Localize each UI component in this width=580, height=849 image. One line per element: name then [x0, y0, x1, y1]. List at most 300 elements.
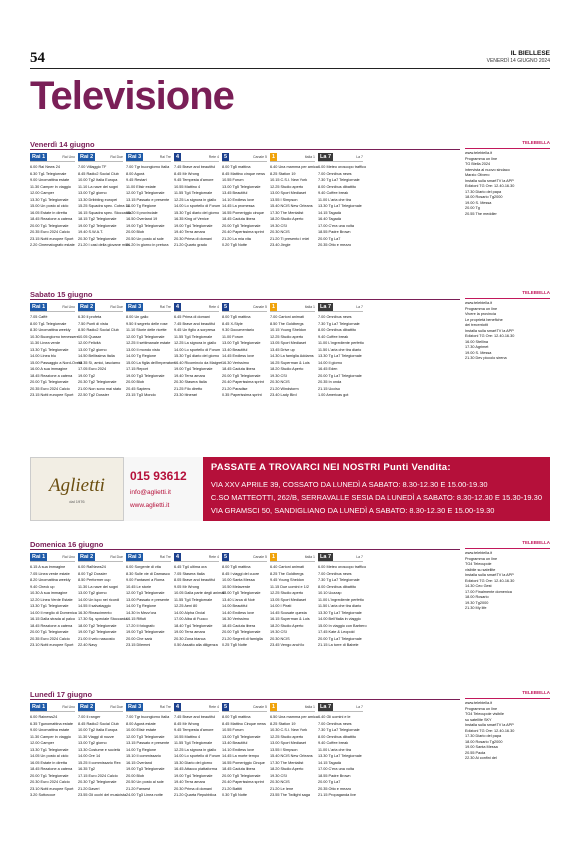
program-listing: 11.50 L'aria che tira diario	[318, 347, 362, 352]
program-listing: 16.15 Rifiuti	[126, 617, 147, 621]
channel-name: Rai Due	[110, 155, 123, 159]
local-channel-line: Installa sulla smartTV la APP	[465, 573, 514, 577]
program-listing: 16.50 Overland 19	[126, 217, 158, 221]
channel-name: Rai Uno	[62, 305, 75, 309]
program-listing: 20.00 Blob	[126, 230, 145, 234]
program-listing: 20.30 Tg2 Telegiornale	[78, 780, 117, 784]
program-listing: 12.25 Studio aperto	[270, 184, 304, 189]
program-listing: 1.00 Americas got	[318, 393, 349, 397]
program-listing: 9.40 Coffee break	[318, 334, 349, 339]
program-listing: 14.00 Linea blu	[30, 354, 56, 358]
program-listing: 8.45 Radio2 Social Club	[78, 721, 119, 726]
program-listing: 16.40 Tagadà	[318, 217, 341, 221]
program-listing: 16.05 Estate in diretta	[30, 760, 67, 765]
program-listing: 14.00 Tg Regione	[126, 204, 157, 208]
program-listing: 11.55 Tg4 Telegiornale	[174, 741, 213, 745]
program-listing: 8.45 Radio2 Social Club	[78, 171, 119, 176]
program-listing: 15.30 Tg4 diario del giorno	[174, 354, 220, 358]
program-listing: 17.30 The Mentalist	[270, 210, 304, 215]
program-listing: 16.45 Eden	[318, 367, 338, 371]
program-listing: 15.40 NCIS New Orleans	[270, 754, 313, 758]
channel-name: Rai Due	[110, 705, 123, 709]
program-listing: 15.00 La figlia dell'imperatore	[126, 360, 176, 365]
program-listing: 8.00 Omnibus dibattito	[318, 734, 356, 739]
program-listing: 11.00 Forum	[222, 334, 244, 339]
channel-logo: Rai 2	[80, 554, 94, 560]
channel-column	[174, 153, 219, 249]
program-listing: 7.00 Il ranger	[78, 715, 101, 719]
channel-name: La 7	[356, 705, 363, 709]
channel-header	[174, 153, 219, 162]
channel-logo: Rai 3	[128, 154, 142, 160]
program-listing: 17.05 Euro 2024	[78, 367, 107, 371]
program-listing: 7.00 Tgr buongiorno Italia	[126, 165, 170, 169]
channel-logo: Rai 3	[128, 554, 142, 560]
channel-logo: Rai 1	[32, 304, 46, 310]
channel-name: Canale 5	[252, 555, 267, 559]
program-listing: 14.10 Endless love	[222, 747, 255, 752]
channel-column	[30, 703, 75, 799]
program-listing: 8.00 Tg5 mattina	[222, 165, 251, 169]
program-listing: 13.30 Tg La7 Telegiornale	[318, 754, 362, 758]
local-channel-line: 17.30 Diario del papa	[465, 189, 502, 194]
day-schedule	[30, 290, 460, 399]
program-listing: 18.40 Tg4 Telegiornale	[174, 623, 213, 628]
program-listing: 21.20 Battiti	[222, 786, 243, 791]
program-listing: 16.55 Pomeriggio cinque	[222, 210, 265, 215]
program-listing: 20.30 NCIS	[270, 380, 290, 384]
program-listing: 23.45 Vengo anch'io	[270, 643, 305, 647]
program-listing: 12.25 Studio aperto	[270, 734, 304, 739]
program-listing: 13.00 Tg2 giorno	[78, 591, 107, 595]
program-listing: 20.30 NCIS	[270, 230, 290, 234]
program-listing: 14.15 Tagadà	[318, 210, 341, 215]
program-listing: 17.00 C'era una volta	[318, 767, 354, 771]
program-listing: 11.10 La nave dei sogni	[78, 184, 119, 189]
program-listing: 8.45 I viaggi del cuore	[222, 571, 260, 576]
program-listing: 13.05 Sport Mediaset	[270, 341, 307, 345]
program-listing: 21.20 Farwest	[126, 786, 151, 791]
program-listing: 20.30 Zona bianca	[174, 636, 206, 641]
program-listing: 13.30 Costume e società	[78, 747, 121, 752]
program-listing: 13.00 Passato e presente	[126, 597, 170, 602]
program-listing: 9.45 Young Sheldon	[270, 578, 304, 582]
channel-logo: 1	[272, 554, 276, 560]
channel-logo: 4	[176, 154, 180, 160]
program-listing: 20.00 Tg La7 Telegiornale	[318, 636, 362, 641]
ad-logo-sub: dal 1976	[69, 498, 85, 504]
channel-column	[270, 303, 315, 399]
program-listing: 13.30 Tg1 Telegiornale	[30, 347, 69, 352]
local-channel-title: TELEBIELLA	[465, 140, 550, 149]
channel-column	[30, 303, 82, 399]
program-listing: 0.50 Assalto alla diligenza	[174, 643, 218, 647]
program-listing: 7.50 Punti di vista	[78, 321, 108, 326]
program-listing: 21.20 La mia vita	[222, 236, 251, 241]
program-listing: 23.10 Notti europee Sport	[30, 786, 74, 791]
program-listing: 13.00 Sport Mediaset	[270, 191, 307, 195]
channel-logo: 4	[176, 554, 180, 560]
program-listing: 9.50 Il segreto delle rose	[126, 321, 168, 326]
channel-header	[78, 703, 123, 712]
program-listing: 8.50 Radio2 Social Club	[78, 328, 119, 332]
local-channel-line: www.telebiella.it	[465, 151, 493, 155]
local-channel-line: Edizioni TG Ore: 12.40-16.30	[465, 184, 515, 188]
channel-logo: La 7	[320, 154, 332, 160]
program-listing: 8.00 Tg1 Telegiornale	[30, 321, 67, 326]
program-listing: 8.00 Agorà	[126, 171, 145, 176]
program-listing: 19.40 Terra amara	[174, 373, 205, 378]
program-listing: 14.00 Lo sportello di Forum	[174, 754, 221, 758]
program-listing: 7.00 Villaggio TF	[78, 165, 107, 169]
program-listing: 11.00 L'aria che tira	[318, 197, 351, 202]
local-channel-line: 21.30 Dev piccolo sirena	[465, 356, 507, 360]
channel-header	[30, 153, 75, 162]
local-channel-line: 17.00 Finalmente domenica	[465, 589, 512, 594]
program-listing: 16.00 A sua immagine	[30, 367, 68, 371]
channel-logo: Rai 2	[80, 704, 94, 710]
program-listing: 17.00 C'era una volta	[318, 223, 354, 228]
program-listing: 10.15 C.S.I. New York	[270, 178, 308, 182]
channel-header	[174, 553, 219, 562]
program-listing: 16.35 King of Venice	[174, 217, 209, 221]
program-listing: 13.00 Tg5 Telegiornale	[222, 341, 261, 345]
program-listing: 21.20 Le Iene	[270, 786, 294, 791]
program-listing: 21.25 Filo diretto	[174, 386, 203, 391]
program-listing: 20.00 Tg La7	[318, 780, 341, 784]
program-listing: 8.00 Tg5 mattina	[222, 715, 251, 719]
channel-header	[222, 303, 267, 312]
program-listing: 13.05 Sport Mediaset	[270, 597, 307, 602]
program-listing: 10.15 Young Sheldon	[270, 328, 307, 332]
channel-name: Italia 1	[304, 305, 315, 309]
program-listing: 11.55 Tg4 Telegiornale	[174, 191, 213, 195]
ad-email: info@aglietti.it	[129, 489, 171, 496]
program-listing: 23.15 Notti europee Sport	[30, 393, 74, 397]
ad-phone: 015 93612	[129, 469, 187, 483]
channel-header	[270, 553, 315, 562]
channel-logo: Rai 1	[32, 154, 46, 160]
program-listing: 21.15 Ucciso	[318, 386, 340, 391]
program-listing: 6.00 Sorgente di vita	[126, 565, 161, 569]
program-listing: 8.25 Station 19	[270, 721, 296, 726]
ad-contacts	[124, 457, 203, 521]
local-channel-line: www.telebiella.it	[465, 301, 493, 305]
program-listing: 20.30 NCIS	[270, 780, 290, 784]
channel-column	[174, 553, 226, 649]
program-listing: 10.00 Elisir estate	[126, 728, 157, 732]
program-listing: 6.15 A sua immagine	[30, 565, 66, 569]
program-listing: 13.30 Tg1 Telegiornale	[30, 197, 69, 202]
program-listing: 11.15 Due uomini e 1/2	[270, 584, 309, 589]
program-listing: 18.45 Reazione a catena	[30, 373, 73, 378]
local-channel-line: 18.00 Rosario Tg2000	[465, 195, 503, 199]
program-listing: 10.55 Mattino 4	[174, 184, 201, 189]
local-channel-line: TG4 Telecupole visibile	[465, 712, 504, 716]
local-channel-line: 19.00 S. Messa	[465, 200, 492, 205]
program-listing: 14.30 La famiglia Addams	[270, 354, 314, 358]
channel-name: Rete 4	[208, 305, 219, 309]
ad-location-line: VIA XXV APRILE 39, COSSATO DA LUNEDÌ A SABATO: 8.30-12.30 E 15.00-19.30	[210, 480, 488, 489]
channel-column	[174, 703, 219, 799]
channel-header	[222, 553, 267, 562]
channel-column	[30, 153, 75, 249]
local-channel-line: Programma on line	[465, 556, 498, 561]
program-listing: 13.45 Beautiful	[222, 191, 248, 195]
program-listing: 13.40 Beautiful	[222, 347, 248, 352]
program-listing: 10.05 Dalla parte degli animali	[174, 591, 226, 595]
program-listing: 11.00 L'ingrediente perfetto	[318, 597, 364, 602]
day-schedule	[30, 690, 460, 799]
program-listing: 17.00 Alba di Fuoco	[174, 617, 208, 621]
channel-header	[30, 703, 75, 712]
program-listing: 18.15 Tg2 Telegiornale	[78, 217, 117, 221]
program-listing: 20.30 Tg2 Telegiornale	[78, 380, 117, 384]
channel-logo: 5	[224, 554, 228, 560]
program-listing: 19.40 Terra amara	[174, 780, 205, 784]
channel-logo: 5	[224, 154, 228, 160]
program-listing: 12.00 Tg3 Telegiornale	[126, 734, 165, 739]
channel-name: Rai Tre	[159, 155, 171, 159]
program-listing: 14.00 Bell'Italia in viaggio	[318, 617, 361, 621]
program-listing: 20.40 Paperissima sprint	[222, 780, 264, 784]
channel-name: Italia 1	[304, 555, 315, 559]
program-listing: 18.55 Padre Brown	[318, 773, 351, 778]
program-listing: 6.35 Tgunomattina estate	[30, 721, 73, 726]
channel-name: Rai Uno	[62, 705, 75, 709]
program-listing: 21.20 I casi della giovane miss	[78, 243, 130, 247]
program-listing: 6.40 Una mamma per amica	[270, 165, 318, 169]
program-listing: 20.30 NCIS	[270, 636, 290, 641]
local-channel-line: su satellite SKY	[465, 717, 492, 722]
program-listing: 19.00 Tg3 Telegiornale	[126, 767, 165, 771]
local-channel-title: TELEBIELLA	[465, 290, 550, 299]
local-channel-line: Edizioni TG Ore: 12.40-16.30	[465, 334, 515, 338]
program-listing: 9.00 Unomattina estate	[30, 728, 70, 732]
program-listing: 20.00 Blob	[126, 773, 145, 778]
local-channel-line: Vivere la provincia	[465, 312, 496, 316]
channel-name: Rete 4	[208, 155, 219, 159]
local-channel-title: TELEBIELLA	[465, 540, 550, 549]
local-channel-line: Programma on line	[465, 156, 498, 161]
channel-header	[126, 553, 171, 562]
channel-logo: 5	[224, 304, 228, 310]
local-channel-box	[465, 690, 550, 762]
channel-column	[126, 553, 171, 649]
program-listing: 7.05 Stasera Italia	[174, 571, 205, 576]
program-listing: 14.45 La morte tempo	[222, 754, 260, 758]
channel-column	[318, 703, 363, 799]
channel-logo: Rai 2	[80, 304, 94, 310]
channel-logo: Rai 2	[80, 154, 94, 160]
program-listing: 22.50 Tg2 Dossier	[78, 393, 109, 397]
channel-column	[78, 703, 127, 799]
program-listing: 22.40 Navy	[78, 643, 98, 647]
program-listing: 14.15 Tagadà	[318, 760, 341, 765]
program-listing: 6.40 Cartoni animati	[270, 565, 304, 569]
program-listing: 6.00 Meteo oroscopo traffico	[318, 165, 367, 169]
program-listing: 20.35 Euro 2024 Calcio	[30, 230, 70, 234]
program-listing: 14.50 Bellissima Italia	[78, 354, 115, 358]
channel-column	[270, 553, 315, 649]
program-listing: 11.30 Camper in viaggio	[30, 734, 71, 739]
program-listing: 10.00 Tg2 Italia Europa	[78, 728, 118, 732]
program-listing: 10.30 A sua immagine	[30, 591, 68, 595]
channel-logo: 1	[272, 304, 276, 310]
local-channel-line: 21.30 My life	[465, 606, 487, 610]
program-listing: 20.45 Sapiens	[126, 386, 151, 391]
program-listing: 18.55 Padre Brown	[318, 230, 351, 234]
page-header	[30, 50, 550, 66]
program-listing: 3.20 Sottovoce	[30, 793, 56, 797]
program-listing: 13.55 I Simpson	[270, 747, 298, 752]
channel-header	[174, 303, 219, 312]
local-channel-line: 19.00 S. Messa	[465, 350, 492, 355]
program-listing: 20.00 Che sarà	[126, 636, 152, 641]
program-listing: 10.05 Quasar	[78, 334, 102, 339]
program-listing: 12.25 La signora in giallo	[174, 197, 217, 202]
channel-column	[222, 153, 267, 249]
channel-column	[270, 703, 318, 799]
program-listing: 10.50 Melaverde	[222, 584, 251, 589]
program-listing: 7.00 Omnibus news	[318, 171, 352, 176]
program-listing: 21.20 In giorno in pretura	[126, 243, 169, 247]
program-listing: 19.30 CSI	[270, 773, 287, 778]
program-listing: 9.40 Coffee break	[318, 741, 349, 745]
channel-column	[78, 303, 123, 399]
local-channel-listing	[465, 151, 550, 217]
program-listing: 13.00 Tg2 giorno	[78, 347, 107, 352]
ad-web: www.aglietti.it	[129, 502, 170, 509]
program-listing: 15.10 Il commissario	[126, 754, 161, 758]
program-listing: 2.20 Cinematografo estate	[30, 243, 75, 247]
program-listing: 6.00 Rai News 24	[30, 165, 60, 169]
program-listing: 13.40 Beautiful	[222, 741, 248, 745]
program-listing: 20.00 Tg5 Telegiornale	[222, 223, 261, 228]
local-channel-line: www.telebiella.it	[465, 701, 493, 705]
program-listing: 10.55 Mattino 4	[174, 734, 201, 739]
local-channel-line: Installa sulla smartTV la APP	[465, 723, 514, 727]
program-listing: 11.55 Tg4 Telegiornale	[174, 597, 213, 602]
channel-name: Rai Due	[110, 305, 123, 309]
channel-header	[222, 153, 267, 162]
local-channel-line: Edizioni TG Ore: 12.40-16.30	[465, 728, 515, 733]
program-listing: 12.00 Tg3 Telegiornale	[126, 591, 165, 595]
program-listing: 11.00 Elisir estate	[126, 184, 156, 189]
program-listing: 16.15 Overland	[126, 760, 152, 765]
program-listing: 9.40 Coffee break	[318, 191, 349, 195]
program-listing: 8.00 Tg2 Dossier	[78, 571, 107, 576]
program-listing: 18.20 Studio Aperto	[270, 217, 304, 221]
ad-logo	[30, 457, 124, 521]
local-channel-line: 18.00 Rosario Tg2000	[465, 739, 503, 744]
program-listing: 16.45 Attacco piattaforma	[174, 767, 218, 771]
program-listing: 23.55 Gli occhi del musicista	[78, 793, 127, 797]
program-listing: 15.00 Un posto al ciclo	[30, 204, 69, 208]
program-listing: 8.45 Mr Wrong	[174, 721, 200, 726]
program-listing: 23.40 Lady Bird	[270, 393, 297, 397]
ad-locations	[203, 457, 550, 521]
program-listing: 18.45 Caduta libera	[222, 367, 256, 371]
program-listing: 14.00 Lo sportello di Forum	[174, 204, 221, 208]
program-listing: 19.00 Tg4 Telegiornale	[174, 223, 213, 228]
channel-column	[318, 303, 363, 399]
channel-header	[174, 703, 219, 712]
channel-header	[78, 303, 123, 312]
program-listing: 15.20 Il provinciale	[126, 210, 158, 215]
program-listing: 7.00 Omnibus news	[318, 721, 352, 726]
local-channel-line: 20.55 The meddler	[465, 211, 497, 216]
program-listing: 8.00 Omnibus dibattito	[318, 184, 356, 189]
channel-name: Rai Tre	[159, 305, 171, 309]
program-listing: 7.00 Cartoni animati	[270, 315, 304, 319]
program-listing: 14.45 Scusate questa	[270, 610, 307, 615]
program-listing: 20.30 Prima di domani	[174, 236, 212, 241]
program-listing: 14.00 Lo sportello di Forum	[174, 347, 221, 352]
program-listing: 14.05 Un posto al ciclo	[30, 754, 69, 758]
program-listing: 7.30 Tg La7 Telegiornale	[318, 578, 360, 582]
channel-header	[222, 703, 267, 712]
channel-logo: 5	[224, 704, 228, 710]
program-listing: 13.40 L'arca di Noè	[222, 597, 255, 602]
program-listing: 23.30 Itinerari	[174, 393, 198, 397]
channel-column	[126, 153, 171, 249]
program-listing: 18.20 Studio Aperto	[270, 767, 304, 771]
program-listing: 13.00 Tg2 giorno	[78, 191, 107, 195]
program-listing: 21.20 Daveri	[78, 786, 100, 791]
program-listing: 19.30 CSI	[270, 373, 287, 378]
program-listing: 8.00 Tg5 mattina	[222, 565, 251, 569]
program-listing: 12.25 La signora in giallo	[174, 341, 217, 345]
program-listing: 19.00 Tg2 Telegiornale	[78, 630, 117, 634]
local-channel-line: Installa sulla smartTV la APP	[465, 328, 514, 333]
program-listing: 8.00 Tg5 mattina	[222, 315, 251, 319]
program-listing: 9.45 Tempesta d'amore	[174, 178, 214, 182]
program-listing: 13.00 Il mondo visto	[126, 347, 160, 352]
program-listing: 12.25 La signora in giallo	[174, 747, 217, 752]
program-listing: 11.50 L'aria che tira diario	[318, 604, 362, 608]
program-listing: 7.00 Omnibus news	[318, 571, 352, 576]
local-channel-line: 20.00 Tg	[465, 206, 480, 210]
program-listing: 8.25 The Goldbergs	[270, 571, 304, 576]
program-listing: 17.30 The Mentalist	[270, 760, 304, 765]
program-listing: 20.50 Un posto al sole	[126, 780, 164, 784]
program-listing: 8.00 Un gallo	[126, 315, 149, 319]
program-listing: 9.00 Unomattina estate	[30, 178, 70, 182]
channel-column	[270, 153, 318, 249]
local-channel-line: Programma on line	[465, 706, 498, 711]
channel-name: Rai Tre	[159, 555, 171, 559]
local-channel-title: TELEBIELLA	[465, 690, 550, 699]
channel-header	[270, 303, 315, 312]
local-channel-line: 18.00 Rosario	[465, 595, 489, 599]
program-listing: 20.00 Tg1 Telegiornale	[30, 630, 69, 634]
channel-name: Canale 5	[252, 705, 267, 709]
program-listing: 23.15 Tg3 Mondo	[126, 393, 156, 397]
program-listing: 6.30 Tg1 Telegiornale	[30, 171, 67, 176]
program-listing: 20.00 Tg5 Telegiornale	[222, 773, 261, 778]
program-listing: 20.00 Blob	[126, 380, 145, 384]
program-listing: 6.00 Rainews24	[30, 715, 58, 719]
program-listing: 15.00 Passaggio a Nord-Ovest	[30, 360, 82, 365]
program-listing: 12.00 Tg3 Telegiornale	[126, 191, 165, 195]
channel-column	[78, 553, 128, 649]
program-listing: 10.00 Tg2 Italia Europa	[78, 178, 118, 182]
program-listing: 14.30 In Mezz'ora	[126, 610, 157, 615]
channel-logo: 4	[176, 304, 180, 310]
program-listing: 7.00 Tgr buongiorno Italia	[126, 715, 170, 719]
channel-logo: Rai 3	[128, 304, 142, 310]
